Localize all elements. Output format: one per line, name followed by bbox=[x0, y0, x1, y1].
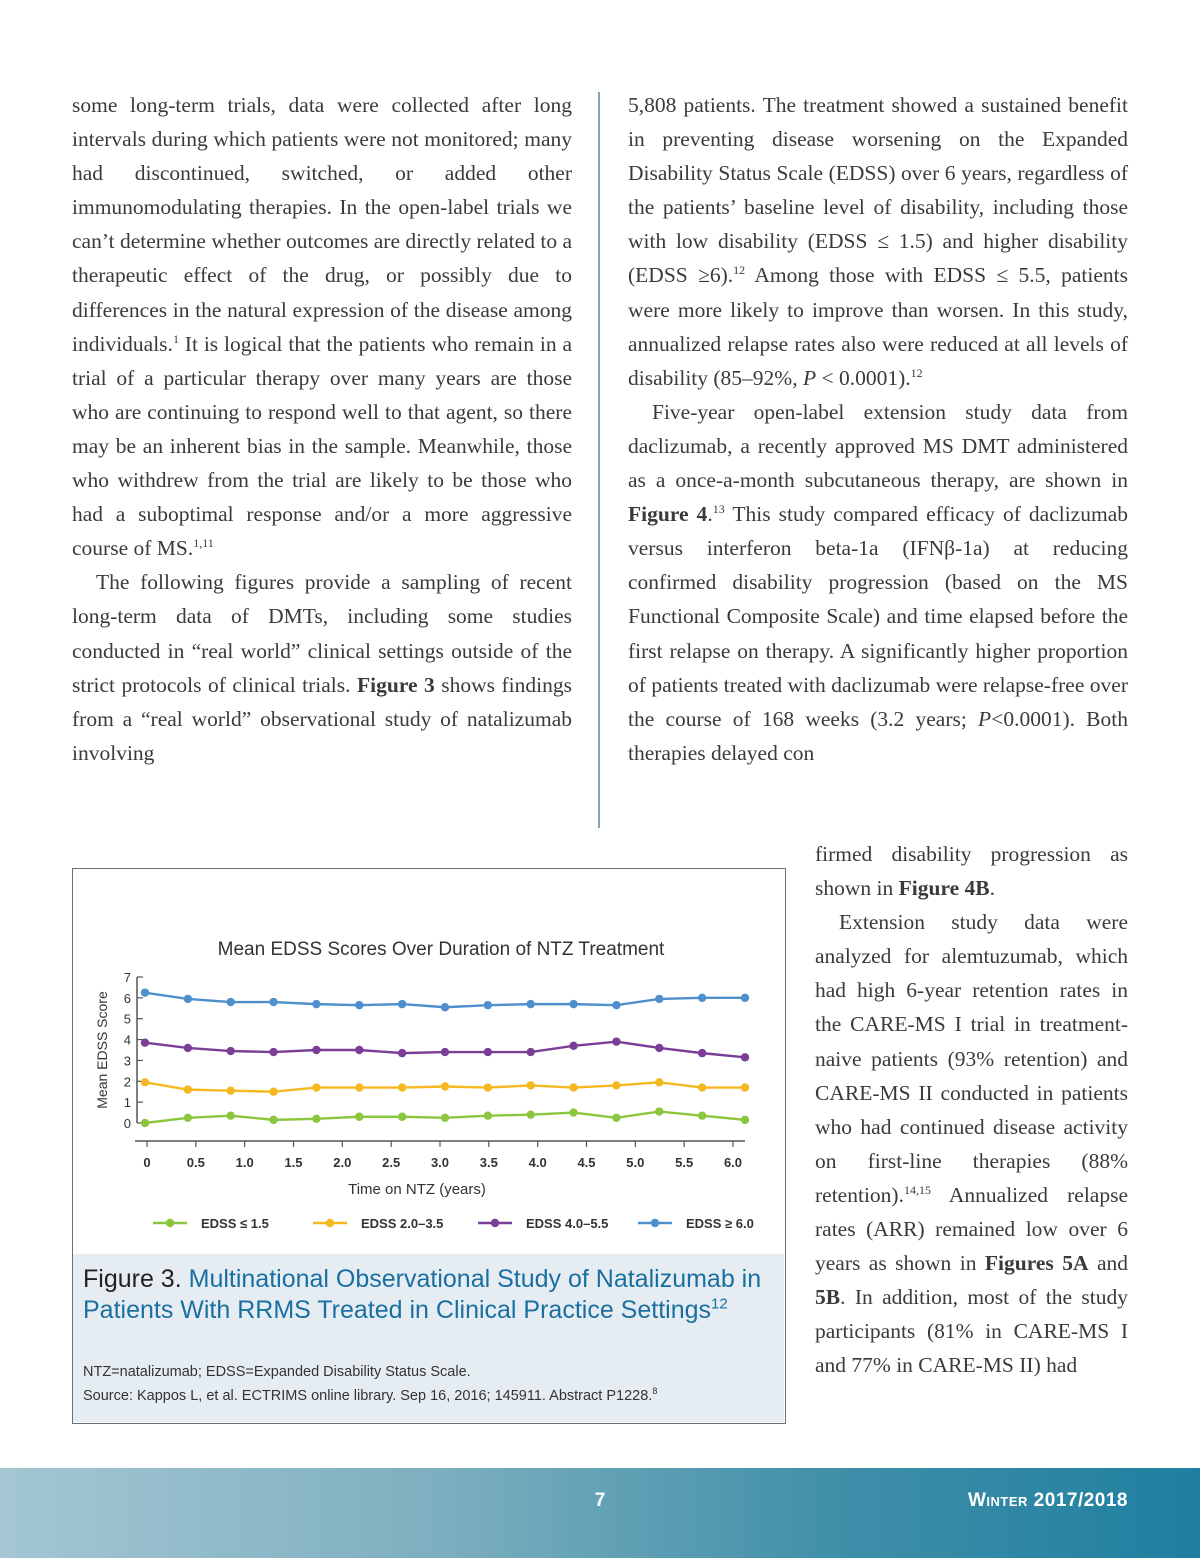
text-run: . bbox=[989, 876, 995, 901]
legend-label: EDSS 4.0–5.5 bbox=[526, 1216, 609, 1231]
text-run: and bbox=[1088, 1251, 1129, 1276]
data-point bbox=[441, 1003, 449, 1011]
left-column bbox=[72, 88, 572, 770]
figure-reference: Figure 4B bbox=[898, 876, 990, 901]
paragraph bbox=[815, 905, 1128, 1382]
y-tick-label: 2 bbox=[123, 1074, 131, 1090]
x-tick-label: 1.0 bbox=[235, 1155, 254, 1170]
data-point bbox=[141, 1078, 149, 1086]
figure-caption bbox=[73, 1254, 784, 1422]
data-point bbox=[655, 1107, 663, 1115]
data-point bbox=[484, 1083, 492, 1091]
text-run: < 0.0001). bbox=[816, 365, 911, 390]
text-run: shows findings from a “real world” observational study of natalizumab involving bbox=[72, 672, 572, 765]
legend-label: EDSS ≤ 1.5 bbox=[201, 1216, 269, 1231]
italic-p: P bbox=[802, 365, 817, 390]
caption-source bbox=[83, 1386, 773, 1406]
data-point bbox=[569, 1042, 577, 1050]
data-point bbox=[698, 994, 706, 1002]
data-point bbox=[484, 1112, 492, 1120]
data-point bbox=[355, 1001, 363, 1009]
data-point bbox=[441, 1082, 449, 1090]
paragraph bbox=[72, 565, 572, 770]
data-point bbox=[269, 1116, 277, 1124]
text-run: some long-term trials, data were collected after long intervals during which patients were not monitored; many had discontinued, switched, or added other immunomodulating therapies. In the open-label trials we can’t determine whether outcomes are directly related to a therapeutic effect of the drug, or possibly due to differences in the natural expression of the disease among individuals. bbox=[72, 93, 572, 356]
legend-swatch-dot bbox=[166, 1219, 174, 1227]
data-point bbox=[612, 1001, 620, 1009]
caption-label: Figure 3. bbox=[83, 1265, 182, 1293]
data-point bbox=[741, 1083, 749, 1091]
legend-swatch-dot bbox=[491, 1219, 499, 1227]
data-point bbox=[227, 1086, 235, 1094]
x-tick-label: 0 bbox=[143, 1155, 151, 1170]
data-point bbox=[269, 998, 277, 1006]
x-axis-label: Time on NTZ (years) bbox=[348, 1181, 486, 1198]
data-point bbox=[441, 1114, 449, 1122]
data-point bbox=[569, 1000, 577, 1008]
y-tick-label: 7 bbox=[123, 970, 131, 985]
citation: 1,11 bbox=[193, 536, 214, 551]
x-tick-label: 6.0 bbox=[723, 1155, 743, 1170]
page-footer bbox=[0, 1468, 1200, 1558]
edss-line-chart bbox=[73, 869, 784, 1254]
citation: 13 bbox=[712, 501, 725, 516]
y-tick-label: 3 bbox=[123, 1053, 131, 1069]
data-point bbox=[612, 1037, 620, 1045]
chart-title: Mean EDSS Scores Over Duration of NTZ Treatment bbox=[217, 939, 665, 960]
paragraph bbox=[815, 837, 1128, 905]
issue-label bbox=[968, 1490, 1128, 1512]
data-point bbox=[227, 1112, 235, 1120]
legend-label: EDSS ≥ 6.0 bbox=[686, 1216, 754, 1231]
x-tick-label: 4.5 bbox=[577, 1155, 596, 1170]
y-tick-label: 0 bbox=[123, 1116, 131, 1131]
data-point bbox=[484, 1048, 492, 1056]
issue-text: Winter 2017/2018 bbox=[967, 1490, 1128, 1511]
text-run: Annualized relapse rates (ARR) remained low over 6 years as shown in bbox=[815, 1182, 1128, 1276]
citation: 1 bbox=[172, 331, 179, 346]
data-point bbox=[698, 1112, 706, 1120]
x-tick-label: 0.5 bbox=[186, 1155, 205, 1170]
citation: 14,15 bbox=[903, 1182, 931, 1197]
data-point bbox=[184, 1085, 192, 1093]
paragraph bbox=[628, 88, 1128, 395]
data-point bbox=[655, 1044, 663, 1052]
data-point bbox=[398, 1083, 406, 1091]
text-run: This study compared efficacy of daclizumab versus interferon beta-1a (IFNβ-1a) at reducing confirmed disability progression (based on the MS Functional Composite Scale) and time elapsed before the first relapse on therapy. A significantly higher proportion of patients treated with daclizumab were relapse-free over the course of 168 weeks (3.2 years; bbox=[628, 502, 1128, 731]
paragraph bbox=[628, 395, 1128, 770]
caption-title bbox=[83, 1264, 773, 1326]
data-point bbox=[484, 1001, 492, 1009]
text-run: 5,808 patients. The treatment showed a sustained benefit in preventing disease worsening on the Expanded Disability Status Scale (EDSS) over 6 years, regardless of the patients’ baseline level of disability, including those with low disability (EDSS ≤ 1.5) and higher disability (EDSS ≥6). bbox=[628, 93, 1128, 288]
data-point bbox=[741, 994, 749, 1002]
data-point bbox=[312, 1046, 320, 1054]
data-point bbox=[655, 995, 663, 1003]
data-point bbox=[355, 1113, 363, 1121]
citation: 8 bbox=[652, 1386, 658, 1397]
data-point bbox=[741, 1053, 749, 1061]
data-point bbox=[527, 1048, 535, 1056]
text-run: Extension study data were analyzed for alemtuzumab, which had high 6-year retention rates in the CARE-MS I trial in treatment-naive patients (93% retention) and CARE-MS II conducted in patients who had continued disease activity on first-line therapies (88% retention). bbox=[815, 910, 1128, 1207]
text-run: Five-year open-label extension study data from daclizumab, a recently approved MS DMT administered as a once-a-month subcutaneous therapy, are shown in bbox=[628, 399, 1128, 493]
data-point bbox=[141, 1039, 149, 1047]
y-tick-label: 5 bbox=[123, 1011, 131, 1027]
data-point bbox=[227, 998, 235, 1006]
citation: 12 bbox=[910, 365, 923, 380]
figure-reference: Figure 4 bbox=[628, 502, 708, 527]
legend-label: EDSS 2.0–3.5 bbox=[361, 1216, 444, 1231]
data-point bbox=[441, 1048, 449, 1056]
y-tick-label: 4 bbox=[123, 1032, 131, 1048]
caption-abbreviations: NTZ=natalizumab; EDSS=Expanded Disability Status Scale. bbox=[83, 1364, 471, 1380]
legend-swatch-dot bbox=[651, 1219, 659, 1227]
data-point bbox=[227, 1047, 235, 1055]
x-tick-label: 2.5 bbox=[382, 1155, 401, 1170]
figure-3 bbox=[72, 868, 786, 1424]
x-tick-label: 5.0 bbox=[626, 1155, 645, 1170]
data-point bbox=[312, 1000, 320, 1008]
data-point bbox=[184, 1114, 192, 1122]
data-point bbox=[398, 1113, 406, 1121]
x-tick-label: 1.5 bbox=[284, 1155, 303, 1170]
data-point bbox=[312, 1115, 320, 1123]
x-tick-label: 3.5 bbox=[479, 1155, 498, 1170]
data-point bbox=[312, 1083, 320, 1091]
data-point bbox=[184, 995, 192, 1003]
data-point bbox=[141, 988, 149, 996]
data-point bbox=[527, 1110, 535, 1118]
data-point bbox=[612, 1081, 620, 1089]
right-column bbox=[628, 88, 1128, 770]
legend-swatch-dot bbox=[326, 1219, 334, 1227]
text-run: It is logical that the patients who remain in a trial of a particular therapy over many years are those who are continuing to respond well to that agent, so there may be an inherent bias in the sample. Meanwhile, those who withdrew from the trial are likely to be those who had a suboptimal response and/or a more aggressive course of MS. bbox=[72, 331, 572, 561]
text-run: firmed disability progression as shown in bbox=[815, 842, 1128, 901]
data-point bbox=[398, 1000, 406, 1008]
data-point bbox=[269, 1048, 277, 1056]
data-point bbox=[741, 1116, 749, 1124]
paragraph bbox=[72, 88, 572, 565]
figure-reference: Figure 3 bbox=[357, 672, 435, 697]
data-point bbox=[698, 1049, 706, 1057]
citation: 12 bbox=[711, 1295, 728, 1313]
x-tick-label: 2.0 bbox=[333, 1155, 352, 1170]
data-point bbox=[698, 1083, 706, 1091]
data-point bbox=[141, 1119, 149, 1127]
data-point bbox=[355, 1046, 363, 1054]
data-point bbox=[269, 1088, 277, 1096]
source-text: Source: Kappos L, et al. ECTRIMS online library. Sep 16, 2016; 145911. Abstract P1228. bbox=[83, 1388, 653, 1404]
data-point bbox=[398, 1049, 406, 1057]
data-point bbox=[655, 1078, 663, 1086]
text-run: The following figures provide a sampling of recent long-term data of DMTs, including some studies conducted in “real world” clinical settings outside of the strict protocols of clinical trials. bbox=[72, 570, 572, 697]
citation: 12 bbox=[733, 263, 746, 278]
x-tick-label: 5.5 bbox=[675, 1155, 694, 1170]
figure-reference: Figures 5A bbox=[984, 1251, 1089, 1276]
data-point bbox=[355, 1083, 363, 1091]
text-run: Among those with EDSS ≤ 5.5, patients were more likely to improve than worsen. In this study, annualized relapse rates also were reduced at all levels of disability (85–92%, bbox=[628, 263, 1128, 390]
figure-reference: 5B bbox=[815, 1285, 841, 1310]
italic-p: P bbox=[978, 706, 992, 731]
chart-area bbox=[73, 869, 784, 1254]
text-run: . In addition, most of the study participants (81% in CARE-MS I and 77% in CARE-MS II) had bbox=[815, 1285, 1128, 1378]
column-divider bbox=[598, 92, 600, 828]
data-point bbox=[527, 1000, 535, 1008]
data-point bbox=[612, 1114, 620, 1122]
text-run: . bbox=[707, 502, 713, 527]
x-tick-label: 3.0 bbox=[430, 1155, 450, 1170]
data-point bbox=[527, 1081, 535, 1089]
right-lower-column bbox=[815, 837, 1128, 1383]
data-point bbox=[569, 1083, 577, 1091]
y-tick-label: 1 bbox=[123, 1095, 131, 1111]
x-tick-label: 4.0 bbox=[528, 1155, 547, 1170]
y-axis-label: Mean EDSS Score bbox=[94, 991, 110, 1109]
y-tick-label: 6 bbox=[123, 990, 131, 1006]
caption-title-text: Multinational Observational Study of Natalizumab in Patients With RRMS Treated in Clinical Practice Settings bbox=[83, 1265, 762, 1324]
page-number: 7 bbox=[594, 1490, 606, 1511]
data-point bbox=[569, 1108, 577, 1116]
data-point bbox=[184, 1044, 192, 1052]
text-run: <0.0001). Both therapies delayed con bbox=[628, 706, 1128, 765]
